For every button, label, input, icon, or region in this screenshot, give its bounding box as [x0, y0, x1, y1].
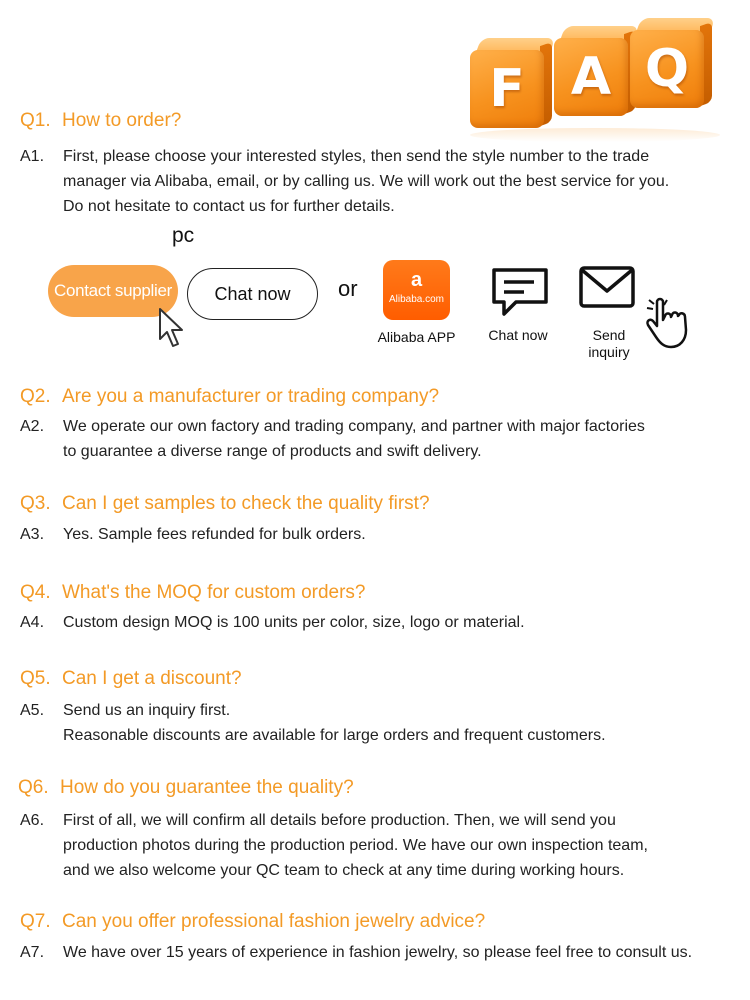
- question-6: [18, 777, 354, 799]
- or-label: or: [338, 276, 358, 301]
- answer-line: production photos during the production period. We have our own inspection team,: [63, 837, 648, 854]
- faq-letter-a: A: [570, 47, 612, 107]
- question-text: How do you guarantee the quality?: [60, 777, 354, 798]
- question-1: [20, 110, 181, 132]
- answer-number: A7.: [20, 944, 45, 961]
- alibaba-tile-text: Alibaba.com: [388, 294, 445, 305]
- answer-line: Reasonable discounts are available for large orders and frequent customers.: [63, 727, 606, 744]
- faq-logo: [470, 12, 720, 140]
- answer-number: A4.: [20, 614, 45, 631]
- answer-line: Custom design MOQ is 100 units per color, size, logo or material.: [63, 614, 525, 631]
- question-text: How to order?: [62, 110, 182, 131]
- faq-letter-q: Q: [644, 39, 690, 99]
- answer-line: First, please choose your interested styles, then send the style number to the trade: [63, 148, 650, 165]
- chat-bubble-icon[interactable]: [490, 266, 550, 318]
- answer-line: to guarantee a diverse range of products and swift delivery.: [63, 443, 482, 460]
- question-number: Q7.: [20, 911, 51, 932]
- answer-line: We have over 15 years of experience in fashion jewelry, so please feel free to consult us.: [63, 944, 693, 961]
- faq-letter-f: F: [489, 59, 525, 119]
- question-7: [20, 911, 485, 933]
- chat-now-button[interactable]: Chat now: [187, 268, 318, 320]
- question-number: Q3.: [20, 493, 51, 514]
- pc-label: pc: [172, 224, 195, 247]
- answer-line: Yes. Sample fees refunded for bulk orders.: [63, 526, 366, 543]
- faq-cube-f: [470, 36, 550, 132]
- send-inquiry-caption: [570, 327, 648, 361]
- answer-line: and we also welcome your QC team to check at any time during working hours.: [63, 862, 625, 879]
- question-4: [20, 582, 366, 604]
- alibaba-app-icon[interactable]: [383, 260, 450, 320]
- question-text: Can you offer professional fashion jewelry advice?: [62, 911, 486, 932]
- answer-line: First of all, we will confirm all details before production. Then, we will send you: [63, 812, 616, 829]
- mouse-pointer-icon: [156, 306, 190, 350]
- question-text: Can I get samples to check the quality first?: [62, 493, 430, 514]
- question-text: Are you a manufacturer or trading company?: [62, 386, 440, 407]
- answer-line: Send us an inquiry first.: [63, 702, 231, 719]
- question-number: Q5.: [20, 668, 51, 689]
- question-number: Q6.: [18, 777, 49, 798]
- alibaba-app-caption: Alibaba APP: [377, 329, 456, 345]
- question-2: [20, 386, 439, 408]
- question-text: What's the MOQ for custom orders?: [62, 582, 366, 603]
- send-inquiry-caption-line: Send: [592, 327, 626, 343]
- question-5: [20, 668, 242, 690]
- answer-number: A3.: [20, 526, 45, 543]
- answer-number: A5.: [20, 702, 45, 719]
- alibaba-mark: a: [410, 269, 423, 291]
- question-number: Q2.: [20, 386, 51, 407]
- answer-number: A6.: [20, 812, 45, 829]
- answer-line: We operate our own factory and trading company, and partner with major factories: [63, 418, 645, 435]
- answer-number: A2.: [20, 418, 45, 435]
- question-text: Can I get a discount?: [62, 668, 242, 689]
- chat-now-caption: Chat now: [488, 327, 548, 343]
- answer-line: Do not hesitate to contact us for further details.: [63, 198, 395, 215]
- faq-cube-a: [554, 24, 634, 120]
- answer-number: A1.: [20, 148, 45, 165]
- envelope-icon[interactable]: [578, 265, 636, 309]
- send-inquiry-caption-line: inquiry: [588, 344, 630, 360]
- hand-pointer-icon: [645, 294, 699, 352]
- faq-logo-reflection: [470, 128, 720, 142]
- question-number: Q4.: [20, 582, 51, 603]
- question-3: [20, 493, 430, 515]
- answer-line: manager via Alibaba, email, or by calling us. We will work out the best service for you.: [63, 173, 670, 190]
- faq-cube-q: [630, 16, 710, 112]
- question-number: Q1.: [20, 110, 51, 131]
- contact-supplier-button[interactable]: Contact supplier: [48, 265, 178, 317]
